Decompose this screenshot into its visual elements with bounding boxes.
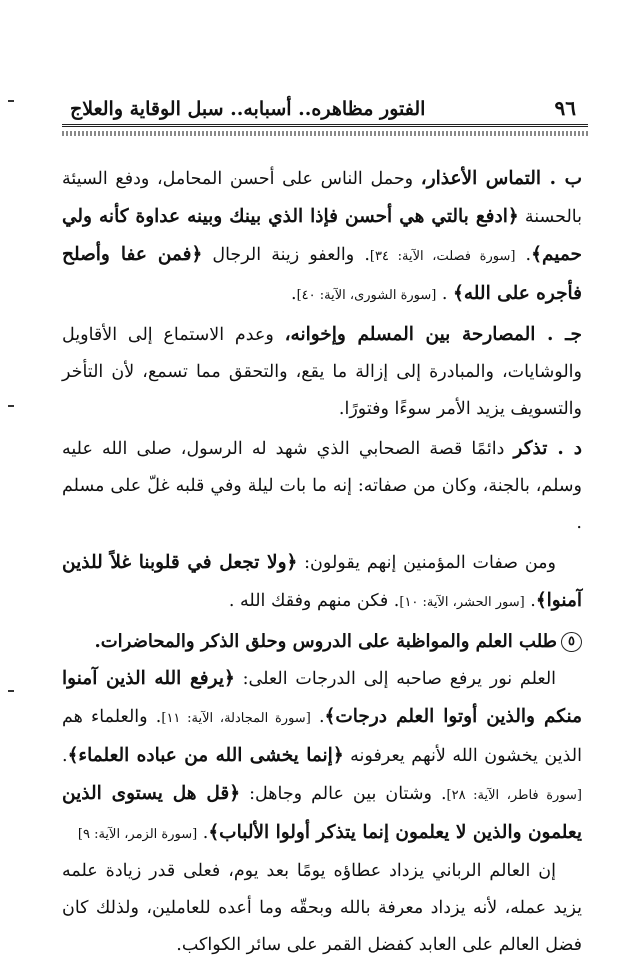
paragraph-text: العلم نور يرفع صاحبه إلى الدرجات العلى: — [234, 669, 557, 689]
page-number: ٩٦ — [554, 96, 576, 120]
header-ornament — [62, 131, 588, 136]
page-body — [62, 160, 582, 964]
quran-verse: ﴿ادفع بالتي هي أحسن فإذا الذي بينك وبينه عداوة كأنه ولي حميم﴾ — [62, 206, 582, 265]
verse-reference: [سورة الزمر، الآية: ٩] — [77, 827, 198, 842]
paragraph-text: . والعلماء هم الذين يخشون الله لأنهم يعرفونه — [62, 707, 582, 766]
item-label-j: جـ . المصارحة بين المسلم وإخوانه، — [284, 324, 582, 345]
paragraph-text: وحمل الناس على أحسن المحامل، ودفع السيئة بالحسنة — [62, 169, 582, 227]
verse-reference: [سورة فصلت، الآية: ٣٤] — [369, 249, 516, 264]
section-5-heading — [62, 623, 582, 660]
quran-verse: ﴿قل هل يستوى الذين يعلمون والذين لا يعلمون إنما يتذكر أولوا الألباب﴾ — [62, 783, 582, 843]
paragraph-j — [62, 316, 582, 428]
paragraph-text: دائمًا قصة الصحابي الذي شهد له الرسول، صلى الله عليه وسلم، بالجنة، وكان من صفاته: إنه ما بات ليلة وفي قلبه غلّ على مسلم . — [62, 439, 582, 533]
paragraph-text: . — [197, 823, 209, 843]
paragraph-believers — [62, 544, 582, 621]
verse-reference: [سورة فاطر، الآية: ٢٨] — [446, 788, 582, 803]
section-number-badge: ٥ — [561, 632, 582, 652]
item-label-d: د . تذكر — [513, 438, 582, 459]
section-heading-text: طلب العلم والمواظبة على الدروس وحلق الذكر والمحاضرات. — [94, 631, 558, 652]
paragraph-text: . — [524, 591, 536, 611]
paragraph-text: ومن صفات المؤمنين إنهم يقولون: — [297, 553, 556, 573]
paragraph-knowledge — [62, 660, 582, 853]
paragraph-text: وعدم الاستماع إلى الأقاويل والوشايات، والمبادرة إلى إزالة ما يقع، والتحقق مما تسمع، لأن التأخر والتسويف يزيد الأمر سوءًا وفتورًا. — [62, 325, 582, 419]
paragraph-scholar — [62, 853, 582, 964]
margin-mark — [8, 100, 14, 102]
paragraph-text: . — [310, 707, 325, 727]
quran-verse: ﴿إنما يخشى الله من عباده العلماء﴾ — [67, 745, 344, 766]
item-label-b: ب . التماس الأعذار، — [420, 168, 582, 189]
margin-mark — [8, 405, 14, 407]
paragraph-text: . وشتان بين عالم وجاهل: — [240, 784, 447, 804]
quran-verse: ﴿فمن عفا وأصلح فأجره على الله﴾ — [62, 244, 582, 304]
paragraph-text: . — [62, 746, 68, 766]
verse-reference: [سورة المجادلة، الآية: ١١] — [161, 711, 311, 726]
paragraph-text: . — [291, 284, 297, 304]
quran-verse: ﴿يرفع الله الذين آمنوا منكم والذين أوتوا العلم درجات﴾ — [62, 668, 582, 727]
paragraph-text: . — [436, 284, 454, 304]
margin-mark — [8, 690, 14, 692]
quran-verse: ﴿ولا تجعل في قلوبنا غلاً للذين آمنوا﴾ — [62, 552, 582, 611]
paragraph-b — [62, 160, 582, 314]
paragraph-d — [62, 430, 582, 542]
paragraph-text: . فكن منهم وفقك الله . — [228, 591, 400, 611]
paragraph-text: . والعفو زينة الرجال — [202, 245, 370, 265]
header-rule — [62, 124, 588, 127]
page-header — [70, 88, 590, 120]
running-title: الفتور مظاهره.. أسبابه.. سبل الوقاية والعلاج — [70, 98, 426, 120]
paragraph-text: . — [515, 245, 532, 265]
verse-reference: [سورة الشورى، الآية: ٤٠] — [296, 288, 437, 303]
verse-reference: [سور الحشر، الآية: ١٠] — [399, 595, 525, 610]
paragraph-text: إن العالم الرباني يزداد عطاؤه يومًا بعد يوم، فعلى قدر زيادة علمه يزيد عمله، لأنه يزداد معرفة بالله وبحقّه وما أعده للعاملين، ولذلك كان فضل العالم على العابد كفضل القمر على سائر الكواكب. — [62, 861, 583, 955]
